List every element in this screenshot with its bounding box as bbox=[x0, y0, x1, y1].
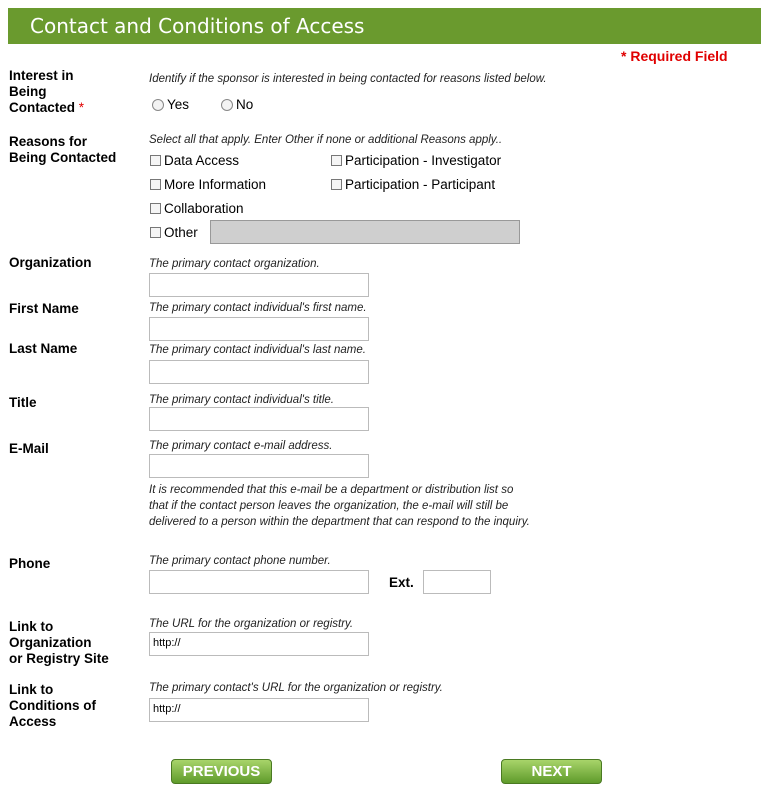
interest-no-radio[interactable]: No bbox=[221, 97, 253, 112]
interest-hint: Identify if the sponsor is interested in being contacted for reasons listed below. bbox=[149, 73, 547, 85]
reason-collaboration-checkbox[interactable]: Collaboration bbox=[150, 201, 244, 216]
phone-ext-input[interactable] bbox=[423, 570, 491, 594]
interest-yes-radio[interactable]: Yes bbox=[152, 97, 189, 112]
organization-label: Organization bbox=[9, 255, 92, 270]
reason-more-information-checkbox[interactable]: More Information bbox=[150, 177, 266, 192]
email-label: E-Mail bbox=[9, 441, 49, 456]
ext-label: Ext. bbox=[389, 575, 414, 590]
phone-hint: The primary contact phone number. bbox=[149, 555, 331, 567]
checkbox-icon bbox=[150, 227, 161, 238]
first-name-input[interactable] bbox=[149, 317, 369, 341]
phone-label: Phone bbox=[9, 556, 51, 571]
reasons-hint: Select all that apply. Enter Other if none or additional Reasons apply.. bbox=[149, 134, 503, 146]
last-name-label: Last Name bbox=[9, 341, 78, 356]
reason-other-checkbox[interactable]: Other bbox=[150, 225, 198, 240]
email-hint: The primary contact e-mail address. bbox=[149, 440, 333, 452]
org-link-hint: The URL for the organization or registry. bbox=[149, 618, 354, 630]
page-header bbox=[8, 8, 761, 44]
next-button[interactable]: NEXT bbox=[501, 759, 602, 784]
radio-circle-icon bbox=[152, 99, 164, 111]
reason-participation-investigator-checkbox[interactable]: Participation - Investigator bbox=[331, 153, 501, 168]
email-input[interactable] bbox=[149, 454, 369, 478]
first-name-hint: The primary contact individual's first name. bbox=[149, 302, 367, 314]
previous-button[interactable]: PREVIOUS bbox=[171, 759, 272, 784]
email-recommendation-note: It is recommended that this e-mail be a department or distribution list so that if the contact person leaves the organization, the e-mail will still be delivered to a person within the department that can respond to the inquiry. bbox=[149, 484, 530, 528]
reason-data-access-checkbox[interactable]: Data Access bbox=[150, 153, 239, 168]
org-link-label: Link to Organization or Registry Site bbox=[9, 619, 109, 666]
checkbox-icon bbox=[331, 179, 342, 190]
last-name-hint: The primary contact individual's last name. bbox=[149, 344, 366, 356]
phone-input[interactable] bbox=[149, 570, 369, 594]
reasons-label: Reasons for Being Contacted bbox=[9, 134, 117, 165]
checkbox-icon bbox=[150, 179, 161, 190]
org-link-input[interactable]: http:// bbox=[149, 632, 369, 656]
reason-other-input[interactable] bbox=[210, 220, 520, 244]
radio-circle-icon bbox=[221, 99, 233, 111]
checkbox-icon bbox=[331, 155, 342, 166]
last-name-input[interactable] bbox=[149, 360, 369, 384]
interest-label: Interest in Being Contacted * bbox=[9, 68, 85, 115]
required-field-note: * Required Field bbox=[621, 48, 728, 64]
checkbox-icon bbox=[150, 155, 161, 166]
title-hint: The primary contact individual's title. bbox=[149, 394, 334, 406]
required-star: * bbox=[78, 100, 85, 115]
conditions-link-hint: The primary contact's URL for the organization or registry. bbox=[149, 682, 443, 694]
title-label: Title bbox=[9, 395, 37, 410]
checkbox-icon bbox=[150, 203, 161, 214]
title-input[interactable] bbox=[149, 407, 369, 431]
reason-participation-participant-checkbox[interactable]: Participation - Participant bbox=[331, 177, 495, 192]
organization-input[interactable] bbox=[149, 273, 369, 297]
page-title: Contact and Conditions of Access bbox=[30, 14, 365, 38]
conditions-link-label: Link to Conditions of Access bbox=[9, 682, 96, 729]
first-name-label: First Name bbox=[9, 301, 79, 316]
conditions-link-input[interactable]: http:// bbox=[149, 698, 369, 722]
organization-hint: The primary contact organization. bbox=[149, 258, 320, 270]
